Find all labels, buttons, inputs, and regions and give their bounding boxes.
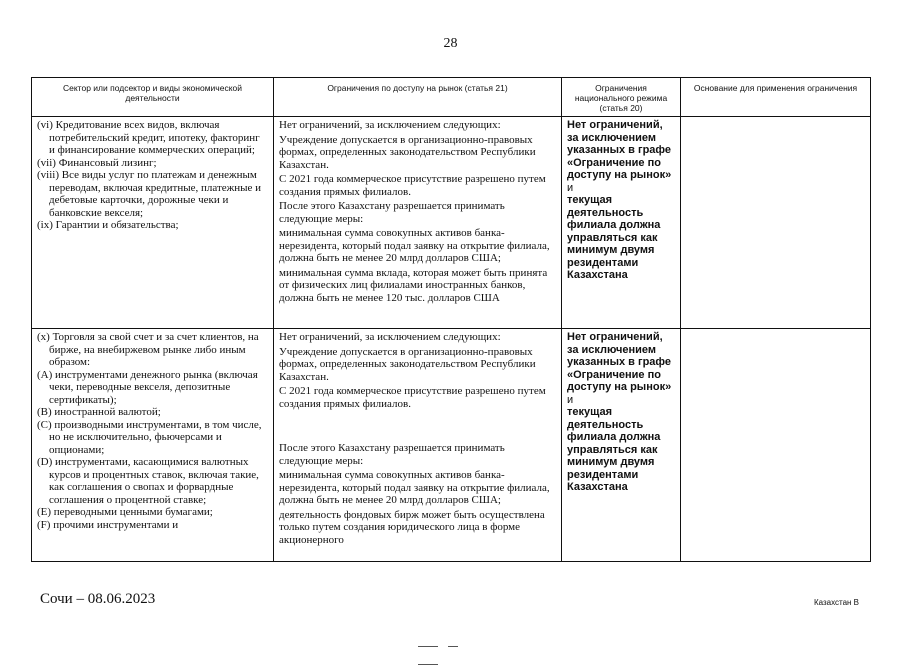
basis-cell <box>681 329 871 562</box>
market-access-text: Нет ограничений, за исключением следующих: <box>279 119 501 131</box>
footer-party: Казахстан В <box>813 598 859 607</box>
header-basis: Основание для применения ограничения <box>681 78 871 117</box>
market-access-text: Учреждение допускается в организационно-правовых формах, определенных законодательством Республики Казахстан. <box>279 133 536 171</box>
sector-item: (x) Торговля за свой счет и за счет клиентов, на бирже, на внебиржевом рынке либо иным образом: <box>37 331 259 368</box>
sector-item: (vii) Финансовый лизинг; <box>37 156 157 169</box>
commitments-table <box>31 77 871 562</box>
market-access-text: деятельность фондовых бирж может быть осуществлена только путем создания юридического лица в форме акционерного <box>279 508 545 546</box>
sector-item: (vi) Кредитование всех видов, включая потребительский кредит, ипотеку, факторинг и финансирование коммерческих операций; <box>37 119 260 156</box>
sector-item: (viii) Все виды услуг по платежам и денежным переводам, включая кредитные, платежные и дебетовые карточки, дорожные чеки и банковские векселя; <box>37 169 262 219</box>
table-row <box>32 117 871 329</box>
sector-item: (A) инструментами денежного рынка (включая чеки, переводные векселя, депозитные сертификаты); <box>37 368 258 406</box>
sector-cell <box>32 329 274 562</box>
market-access-cell <box>274 329 562 562</box>
market-access-text: После этого Казахстану разрешается принимать следующие меры: <box>279 442 505 467</box>
page-number: 28 <box>443 36 458 51</box>
header-national-treatment: Ограничения национального режима (статья 20) <box>562 78 681 117</box>
market-access-text: После этого Казахстану разрешается принимать следующие меры: <box>279 200 505 225</box>
table-row <box>32 329 871 562</box>
footer-place-date: Сочи – 08.06.2023 <box>40 591 156 607</box>
national-treatment-text: Нет ограничений, за исключением указанных в графе «Ограничение по доступу на рынок» <box>567 331 672 393</box>
national-treatment-text: текущая деятельность филиала должна управляться как минимум двумя резидентами Казахстана <box>567 406 661 493</box>
market-access-text: минимальная сумма вклада, которая может быть принята от физических лиц филиалами иностранных банков, должна быть не менее 120 тыс. долларов США <box>279 266 548 304</box>
national-treatment-text: Нет ограничений, за исключением указанных в графе «Ограничение по доступу на рынок» <box>567 119 672 181</box>
national-treatment-cell <box>562 329 681 562</box>
sector-item: (E) переводными ценными бумагами; <box>37 506 213 518</box>
table-header-row <box>32 78 871 117</box>
market-access-cell <box>274 117 562 329</box>
sector-item: (C) производными инструментами, в том числе, но не исключительно, фьючерсами и опционами; <box>37 418 262 456</box>
market-access-text: Нет ограничений, за исключением следующих: <box>279 331 501 343</box>
market-access-text: минимальная сумма совокупных активов банка-нерезидента, который подал заявку на открытие филиала, должна быть не менее 20 млрд долларов США; <box>279 469 550 506</box>
basis-cell <box>681 117 871 329</box>
sector-item: (D) инструментами, касающимися валютных курсов и процентных ставок, включая такие, как соглашения о свопах и форвардные соглашения о процентной ставке; <box>37 456 259 506</box>
sector-item: (B) иностранной валютой; <box>37 406 161 418</box>
market-access-text: С 2021 года коммерческое присутствие разрешено путем создания прямых филиалов. <box>279 385 546 410</box>
sector-item: (ix) Гарантии и обязательства; <box>37 219 179 231</box>
scan-marks <box>418 634 488 636</box>
header-market-access: Ограничения по доступу на рынок (статья 21) <box>274 78 562 117</box>
market-access-text: С 2021 года коммерческое присутствие разрешено путем создания прямых филиалов. <box>279 173 546 198</box>
market-access-text: Учреждение допускается в организационно-правовых формах, определенных законодательством Республики Казахстан. <box>279 345 536 383</box>
national-treatment-text: текущая деятельность филиала должна управляться как минимум двумя резидентами Казахстана <box>567 194 661 281</box>
market-access-text: минимальная сумма совокупных активов банка-нерезидента, который подал заявку на открытие филиала, должна быть не менее 20 млрд долларов США; <box>279 227 550 264</box>
sector-item: (F) прочими инструментами и <box>37 518 179 531</box>
spacer <box>279 412 556 442</box>
national-treatment-conj: и <box>567 393 574 406</box>
header-sector: Сектор или подсектор и виды экономической деятельности <box>32 78 274 117</box>
national-treatment-conj: и <box>567 181 574 194</box>
sector-cell <box>32 117 274 329</box>
national-treatment-cell <box>562 117 681 329</box>
